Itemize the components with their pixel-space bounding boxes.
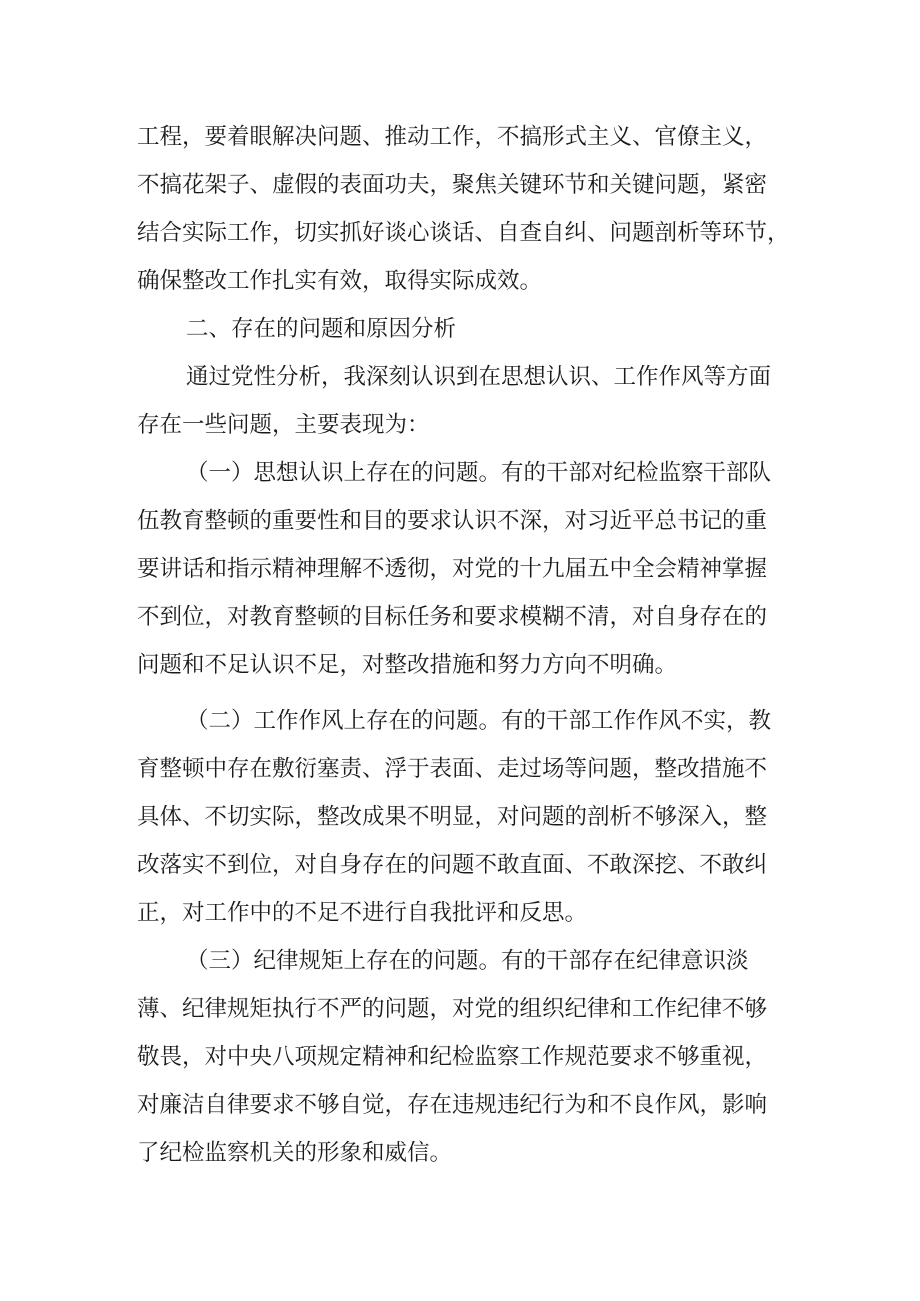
text-line: 育整顿中存在敷衍塞责、浮于表面、走过场等问题，整改措施不: [137, 756, 768, 782]
text-line: 正，对工作中的不足不进行自我批评和反思。: [137, 900, 588, 926]
subsection-first-line: （三）纪律规矩上存在的问题。有的干部存在纪律意识淡: [186, 948, 749, 974]
subsection-first-line: （二）工作作风上存在的问题。有的干部工作作风不实，教: [186, 708, 772, 734]
text-line: 伍教育整顿的重要性和目的要求认识不深，对习近平总书记的重: [137, 508, 768, 534]
text-line: 对廉洁自律要求不够自觉，存在违规违纪行为和不良作风，影响: [137, 1092, 768, 1118]
subsection-first-line: （一）思想认识上存在的问题。有的干部对纪检监察干部队: [186, 460, 772, 486]
text-line: 不搞花架子、虚假的表面功夫，聚焦关键环节和关键问题，紧密: [137, 172, 768, 198]
text-line: 改落实不到位，对自身存在的问题不敢直面、不敢深挖、不敢纠: [137, 852, 768, 878]
text-line: 工程，要着眼解决问题、推动工作，不搞形式主义、官僚主义，: [137, 124, 768, 150]
text-line: 确保整改工作扎实有效，取得实际成效。: [137, 268, 543, 294]
text-line: 了纪检监察机关的形象和威信。: [137, 1140, 453, 1166]
text-line: 敬畏，对中央八项规定精神和纪检监察工作规范要求不够重视，: [137, 1044, 768, 1070]
text-line: 不到位，对教育整顿的目标任务和要求模糊不清，对自身存在的: [137, 604, 768, 630]
section-heading: 二、存在的问题和原因分析: [186, 316, 457, 342]
text-line: 要讲话和指示精神理解不透彻，对党的十九届五中全会精神掌握: [137, 556, 768, 582]
text-line: 问题和不足认识不足，对整改措施和努力方向不明确。: [137, 652, 678, 678]
text-line: 薄、纪律规矩执行不严的问题，对党的组织纪律和工作纪律不够: [137, 996, 768, 1022]
text-line: 结合实际工作，切实抓好谈心谈话、自查自纠、问题剖析等环节，: [137, 220, 790, 246]
text-line: 存在一些问题，主要表现为：: [137, 412, 430, 438]
paragraph-first-line: 通过党性分析，我深刻认识到在思想认识、工作作风等方面: [186, 364, 772, 390]
text-line: 具体、不切实际，整改成果不明显，对问题的剖析不够深入，整: [137, 804, 768, 830]
